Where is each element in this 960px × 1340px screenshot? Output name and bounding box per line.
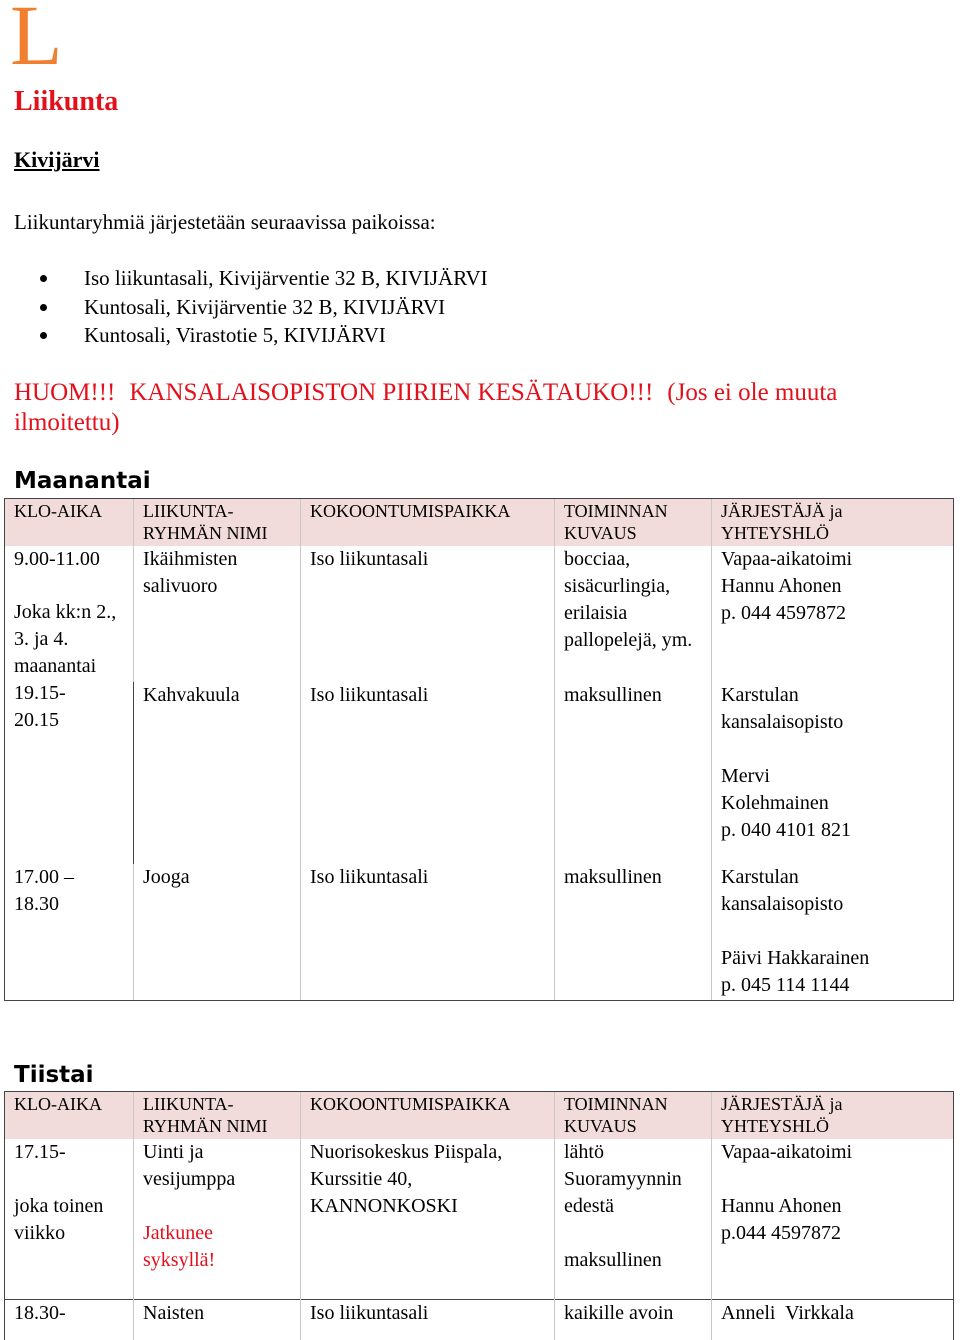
desc-text: lähtö Suoramyynnin edestä bbox=[564, 1139, 711, 1220]
group-note: Jatkunee syksyllä! bbox=[143, 1220, 253, 1274]
group-cell: Naisten bbox=[134, 1300, 301, 1340]
time-cell: 18.30- bbox=[5, 1300, 134, 1340]
time-value: 9.00-11.00 bbox=[14, 546, 133, 573]
intro-text: Liikuntaryhmiä järjestetään seuraavissa paikoissa: bbox=[14, 210, 436, 235]
contact-name: Hannu Ahonen bbox=[721, 573, 953, 600]
place-cell: Iso liikuntasali bbox=[301, 864, 555, 1001]
header-desc: TOIMINNAN KUVAUS bbox=[555, 499, 712, 547]
group-name: Uinti ja vesijumppa bbox=[143, 1139, 263, 1193]
table-row bbox=[5, 682, 954, 864]
header-place: KOKOONTUMISPAIKKA bbox=[301, 499, 555, 547]
org-cell bbox=[712, 682, 954, 864]
section-title: Liikunta bbox=[14, 86, 118, 118]
desc-cell: maksullinen bbox=[555, 682, 712, 864]
time-cell bbox=[5, 1139, 134, 1300]
group-name: Ikäihmisten salivuoro bbox=[143, 546, 263, 600]
table-row bbox=[5, 1139, 954, 1300]
contact-phone: p. 044 4597872 bbox=[721, 600, 953, 627]
notice bbox=[14, 378, 944, 438]
chapter-letter: L bbox=[10, 0, 63, 78]
contact-phone: p. 040 4101 821 bbox=[721, 817, 953, 844]
group-cell: Kahvakuula bbox=[134, 682, 301, 864]
monday-table bbox=[4, 498, 954, 1001]
desc-cell: bocciaa, sisäcurlingia, erilaisia pallopelejä, ym. bbox=[555, 546, 712, 682]
org-cell bbox=[712, 1139, 954, 1300]
header-desc: TOIMINNAN KUVAUS bbox=[555, 1092, 712, 1140]
org-cell bbox=[712, 546, 954, 682]
header-time: KLO-AIKA bbox=[5, 1092, 134, 1140]
time-value: 17.00 – 18.30 bbox=[14, 864, 96, 918]
place-cell: Iso liikuntasali bbox=[301, 682, 555, 864]
org-line: Karstulan kansalaisopisto bbox=[721, 864, 871, 918]
header-time: KLO-AIKA bbox=[5, 499, 134, 547]
table-header-row bbox=[5, 499, 954, 547]
place-heading: Kivijärvi bbox=[14, 147, 100, 173]
org-line: Vapaa-aikatoimi bbox=[721, 1139, 953, 1166]
header-place: KOKOONTUMISPAIKKA bbox=[301, 1092, 555, 1140]
monday-title: Maanantai bbox=[14, 468, 151, 494]
table-header-row bbox=[5, 1092, 954, 1140]
group-cell bbox=[134, 546, 301, 682]
notice-note: (Jos ei ole muuta ilmoitettu) bbox=[14, 379, 837, 436]
contact-phone: p.044 4597872 bbox=[721, 1220, 953, 1247]
tuesday-table bbox=[4, 1091, 954, 1340]
location-list bbox=[40, 264, 488, 350]
header-group: LIIKUNTA-RYHMÄN NIMI bbox=[134, 499, 301, 547]
desc-cell bbox=[555, 1139, 712, 1300]
desc-cell: kaikille avoin bbox=[555, 1300, 712, 1340]
table-row bbox=[5, 864, 954, 1001]
location-item: Iso liikuntasali, Kivijärventie 32 B, KIVIJÄRVI bbox=[40, 264, 488, 293]
header-org: JÄRJESTÄJÄ ja YHTEYSHLÖ bbox=[712, 499, 954, 547]
time-value: 19.15-20.15 bbox=[14, 680, 74, 734]
org-cell: Anneli Virkkala bbox=[712, 1300, 954, 1340]
place-cell: Iso liikuntasali bbox=[301, 1300, 555, 1340]
org-line: Karstulan kansalaisopisto bbox=[721, 682, 871, 736]
location-item: Kuntosali, Virastotie 5, KIVIJÄRVI bbox=[40, 321, 488, 350]
time-note: Joka kk:n 2., 3. ja 4. maanantai bbox=[14, 599, 126, 680]
header-org: JÄRJESTÄJÄ ja YHTEYSHLÖ bbox=[712, 1092, 954, 1140]
contact-phone: p. 045 114 1144 bbox=[721, 972, 953, 999]
notice-huom: HUOM!!! bbox=[14, 379, 115, 406]
time-cell bbox=[5, 546, 134, 864]
time-value: 17.15- bbox=[14, 1139, 133, 1166]
time-cell bbox=[5, 864, 134, 1001]
place-cell: Iso liikuntasali bbox=[301, 546, 555, 682]
desc-note: maksullinen bbox=[564, 1247, 711, 1274]
table-row bbox=[5, 1300, 954, 1340]
header-group: LIIKUNTA-RYHMÄN NIMI bbox=[134, 1092, 301, 1140]
org-cell bbox=[712, 864, 954, 1001]
location-item: Kuntosali, Kivijärventie 32 B, KIVIJÄRVI bbox=[40, 293, 488, 322]
time-note: joka toinen viikko bbox=[14, 1193, 132, 1247]
table-row bbox=[5, 546, 954, 682]
group-cell: Jooga bbox=[134, 864, 301, 1001]
contact-name: Mervi Kolehmainen bbox=[721, 763, 861, 817]
desc-cell: maksullinen bbox=[555, 864, 712, 1001]
contact-name: Hannu Ahonen bbox=[721, 1193, 953, 1220]
tuesday-title: Tiistai bbox=[14, 1062, 94, 1088]
org-line: Vapaa-aikatoimi bbox=[721, 546, 953, 573]
contact-name: Päivi Hakkarainen bbox=[721, 945, 953, 972]
notice-break: KANSALAISOPISTON PIIRIEN KESÄTAUKO!!! bbox=[129, 379, 653, 406]
place-cell: Nuorisokeskus Piispala, Kurssitie 40, KANNONKOSKI bbox=[301, 1139, 555, 1300]
group-cell bbox=[134, 1139, 301, 1300]
